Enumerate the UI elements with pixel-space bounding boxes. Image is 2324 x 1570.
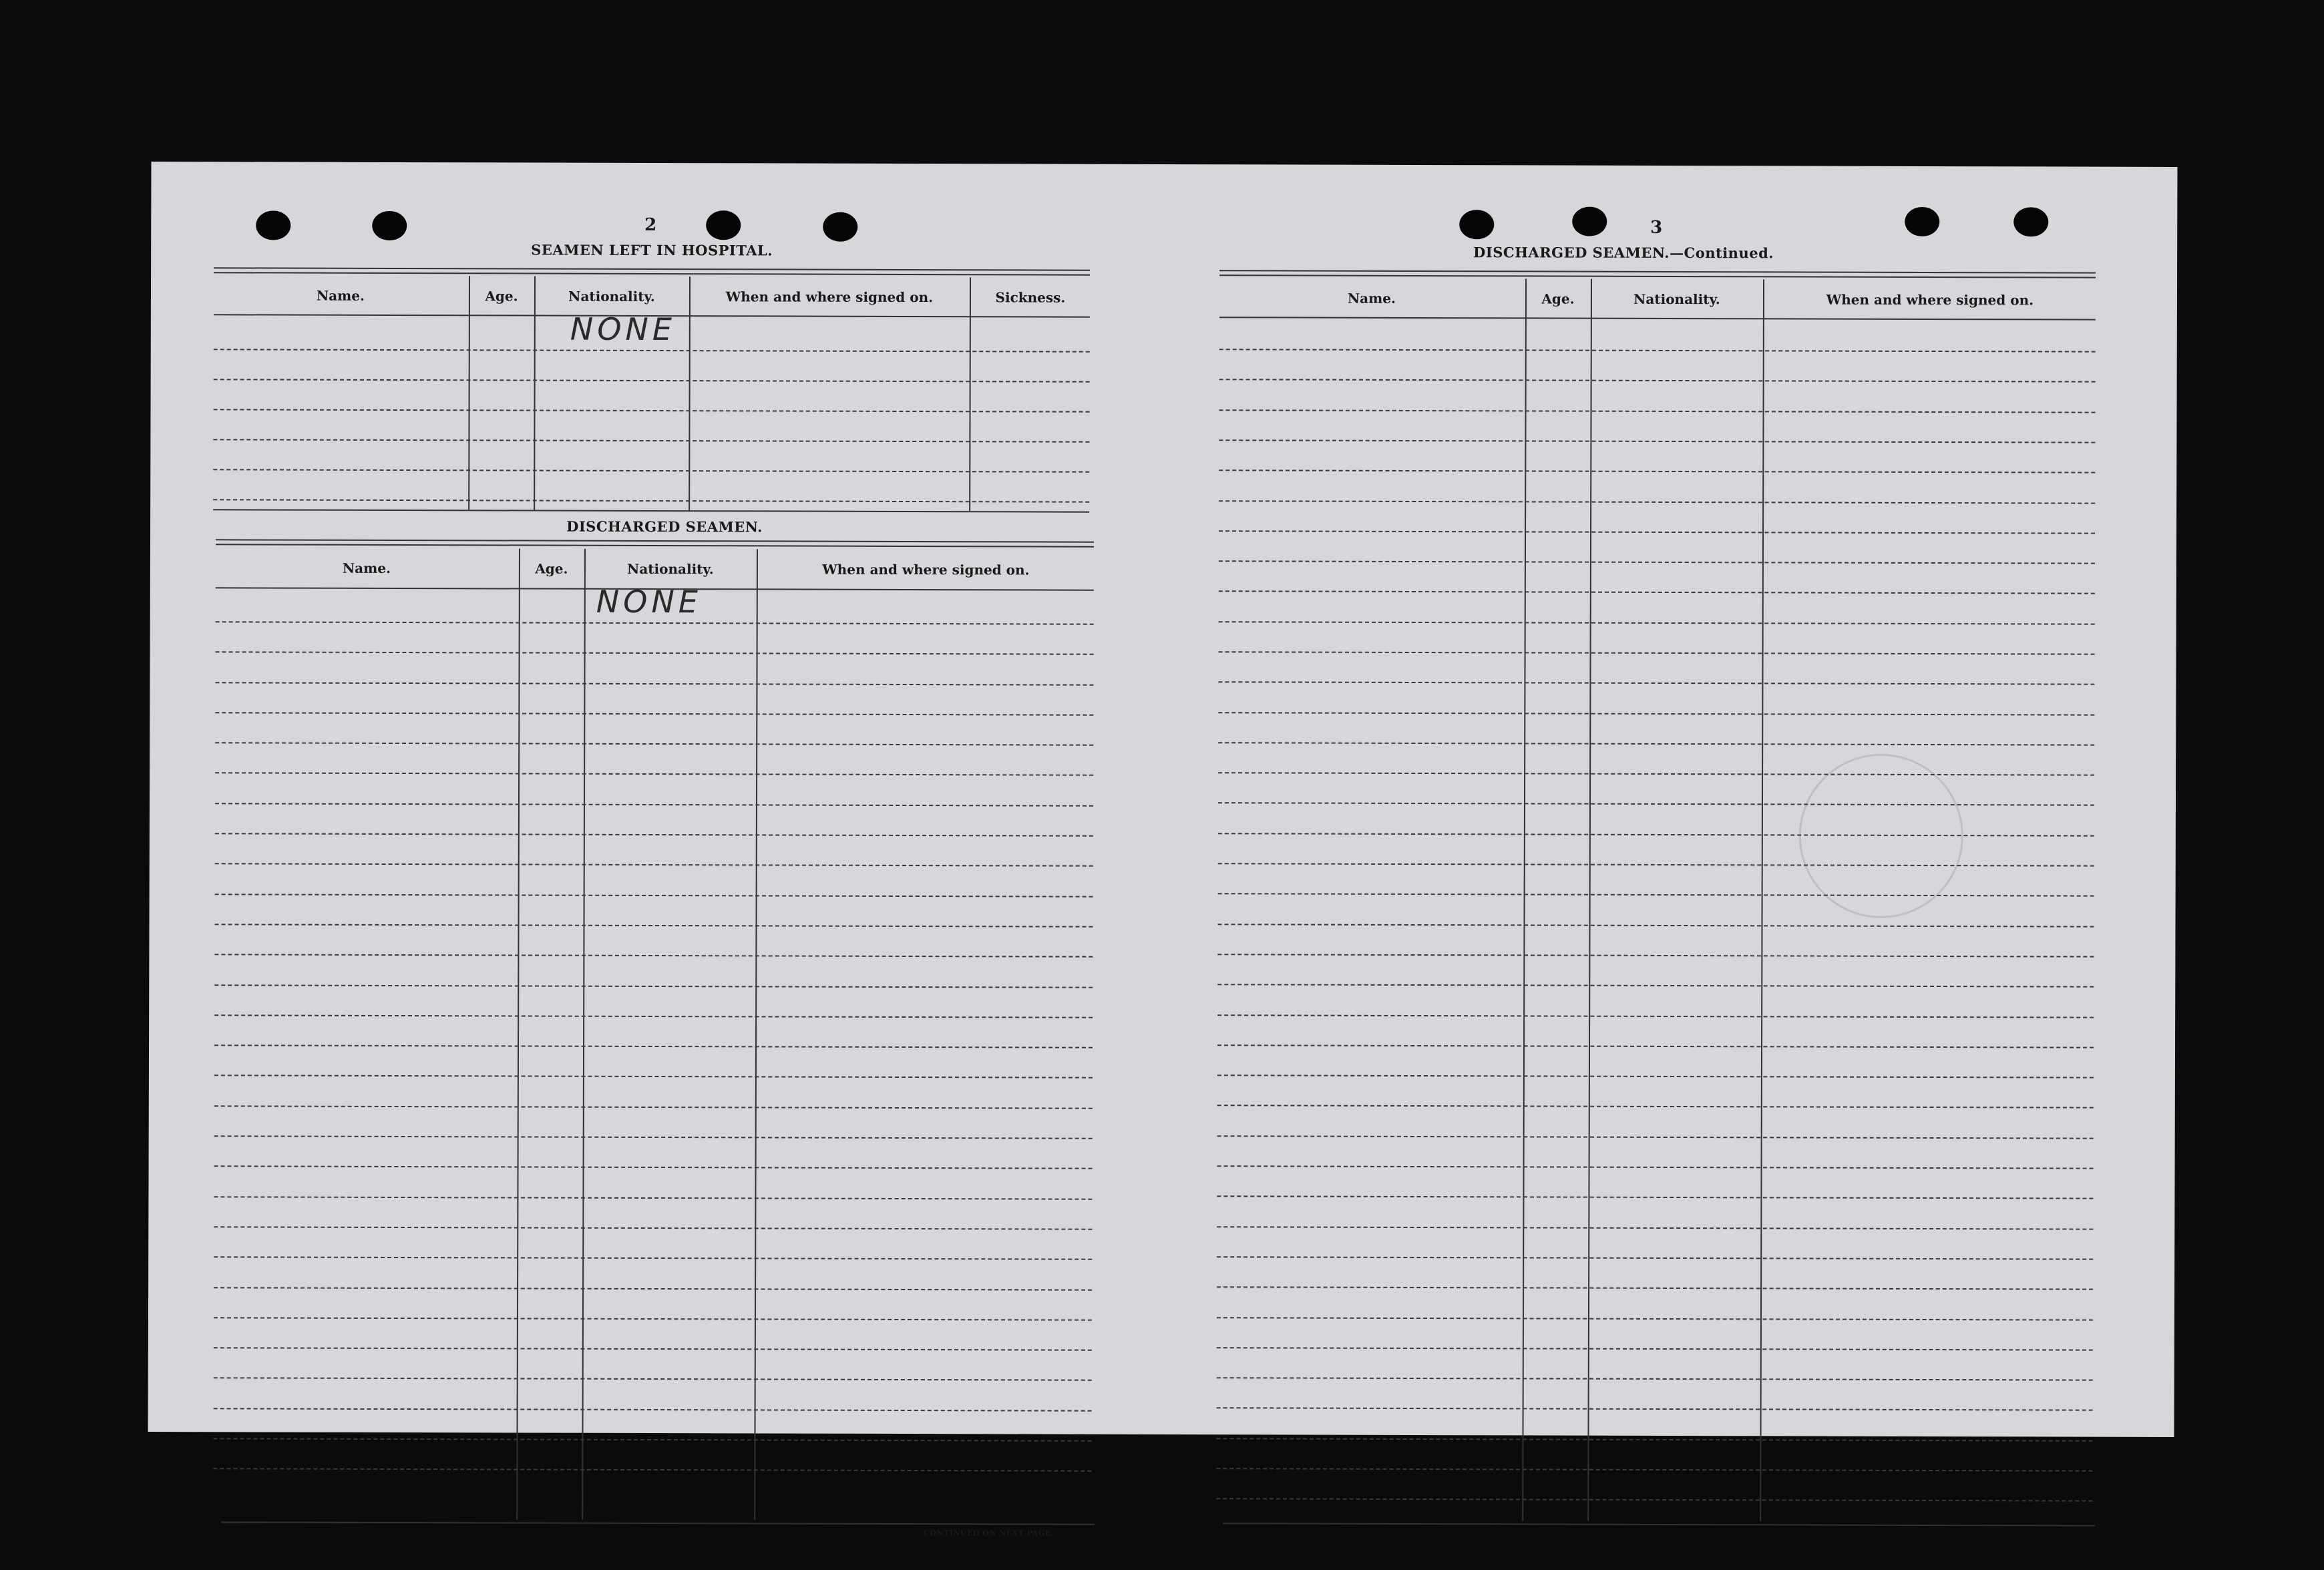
right-col-divider: [1587, 279, 1592, 1521]
row-line: [214, 1196, 1092, 1199]
hospital-row-line: [214, 349, 1090, 352]
row-line: [214, 1226, 1092, 1229]
right-col-age: Age.: [1541, 290, 1575, 307]
row-line: [214, 1044, 1093, 1048]
row-line: [1217, 1377, 2093, 1380]
row-line: [1216, 1468, 2092, 1471]
hospital-col-divider: [534, 276, 536, 510]
discharged-col-divider: [754, 549, 758, 1520]
hospital-col-sickness: Sickness.: [995, 289, 1066, 306]
hospital-row-line: [214, 379, 1090, 382]
discharged-section-title: DISCHARGED SEAMEN.: [566, 518, 763, 536]
row-line: [1218, 863, 2094, 866]
row-line: [215, 712, 1093, 715]
discharged-row-lines: [151, 162, 2177, 167]
right-col-signed-on: When and where signed on.: [1826, 291, 2034, 309]
row-line: [214, 1256, 1092, 1259]
row-line: [215, 863, 1093, 866]
row-line: [214, 1377, 1092, 1380]
punch-hole: [372, 211, 407, 240]
row-line: [1218, 742, 2094, 745]
discharged-col-age: Age.: [535, 560, 568, 577]
punch-hole: [2013, 207, 2048, 236]
row-line: [214, 1165, 1093, 1169]
document-spread: [148, 162, 2178, 1538]
row-line: [214, 1074, 1093, 1078]
row-line: [1219, 560, 2095, 564]
row-line: [214, 954, 1093, 957]
row-line: [1219, 530, 2095, 534]
row-line: [214, 1317, 1092, 1320]
hospital-col-signed-on: When and where signed on.: [725, 288, 934, 306]
discharged-col-divider: [582, 549, 586, 1520]
punch-hole: [823, 212, 857, 242]
row-line: [1218, 924, 2094, 927]
row-line: [1218, 893, 2094, 896]
row-line: [214, 1287, 1092, 1290]
row-line: [214, 984, 1093, 988]
hospital-row-line: [213, 499, 1089, 502]
hospital-row-line: [213, 439, 1089, 442]
row-line: [1218, 772, 2094, 775]
hospital-table-bottom-rule: [213, 509, 1089, 512]
right-page-title: DISCHARGED SEAMEN.—Continued.: [1473, 244, 1774, 262]
discharged-col-name: Name.: [342, 560, 391, 576]
right-col-divider: [1760, 279, 1764, 1521]
row-line: [214, 1105, 1093, 1109]
row-line: [214, 1408, 1092, 1411]
row-line: [214, 1014, 1093, 1018]
row-line: [1217, 1256, 2093, 1259]
discharged-table-top-rule: [216, 539, 1094, 547]
page-number-left: 2: [644, 214, 657, 236]
right-header-rule: [1219, 317, 2096, 320]
row-line: [213, 1438, 1091, 1441]
row-line: [1217, 1286, 2093, 1290]
row-line: [1217, 1074, 2094, 1078]
left-page-bottom-rule: [221, 1521, 1095, 1525]
hospital-row-line: [214, 409, 1090, 412]
hospital-col-divider: [969, 277, 971, 511]
row-line: [214, 1347, 1092, 1350]
discharged-col-divider: [516, 548, 520, 1519]
row-line: [215, 894, 1093, 897]
punch-hole: [256, 210, 290, 240]
row-line: [215, 742, 1093, 745]
page-number-right: 3: [1650, 217, 1663, 238]
row-line: [215, 803, 1093, 806]
discharged-col-signed-on: When and where signed on.: [822, 561, 1030, 578]
hospital-col-divider: [689, 276, 691, 510]
discharged-handwritten-entry: NONE: [596, 583, 702, 620]
right-col-divider: [1522, 278, 1527, 1521]
row-line: [215, 772, 1093, 775]
right-col-nationality: Nationality.: [1633, 290, 1720, 308]
row-line: [1216, 1498, 2092, 1501]
row-line: [1219, 379, 2096, 382]
punch-hole: [706, 210, 741, 240]
row-line: [1219, 651, 2095, 654]
row-line: [215, 833, 1093, 836]
row-line: [1216, 1438, 2092, 1441]
punch-hole: [1459, 210, 1494, 239]
punch-hole: [1905, 207, 1939, 236]
row-line: [1217, 1165, 2094, 1169]
row-line: [1219, 621, 2095, 624]
row-line: [1217, 954, 2094, 957]
row-line: [1217, 1317, 2093, 1320]
hospital-table-top-rule: [214, 267, 1090, 275]
row-line: [216, 651, 1094, 654]
right-table-top-rule: [1219, 270, 2096, 278]
row-line: [214, 1135, 1093, 1139]
row-line: [1219, 409, 2096, 413]
row-line: [1217, 1044, 2094, 1048]
row-line: [215, 924, 1093, 927]
hospital-col-name: Name.: [316, 287, 365, 304]
row-line: [1218, 712, 2094, 715]
row-line: [1218, 802, 2094, 805]
row-line: [1219, 439, 2095, 443]
row-line: [1217, 1195, 2093, 1199]
continued-note: CONTINUED ON NEXT PAGE.: [924, 1529, 1054, 1538]
right-col-name: Name.: [1347, 290, 1396, 307]
row-line: [1217, 1407, 2093, 1410]
hospital-handwritten-entry: NONE: [570, 311, 676, 348]
row-line: [1217, 984, 2094, 987]
row-line: [1219, 349, 2096, 352]
row-line: [1217, 1347, 2093, 1350]
row-line: [1217, 1135, 2094, 1139]
row-line: [1218, 681, 2094, 684]
hospital-col-nationality: Nationality.: [568, 288, 655, 305]
row-line: [1219, 500, 2095, 504]
right-page-bottom-rule: [1223, 1523, 2095, 1526]
row-line: [1219, 469, 2095, 473]
row-line: [216, 621, 1094, 624]
row-line: [1217, 1226, 2093, 1229]
row-line: [213, 1468, 1091, 1471]
punch-hole: [1572, 207, 1607, 236]
row-line: [1217, 1105, 2094, 1108]
row-line: [1219, 590, 2095, 594]
row-line: [1217, 1014, 2094, 1018]
discharged-col-nationality: Nationality.: [627, 560, 714, 578]
hospital-row-line: [213, 469, 1089, 472]
row-line: [215, 682, 1093, 685]
hospital-col-age: Age.: [485, 288, 518, 305]
right-row-lines: [151, 162, 2177, 167]
hospital-section-title: SEAMEN LEFT IN HOSPITAL.: [531, 241, 773, 259]
hospital-col-divider: [468, 276, 470, 510]
